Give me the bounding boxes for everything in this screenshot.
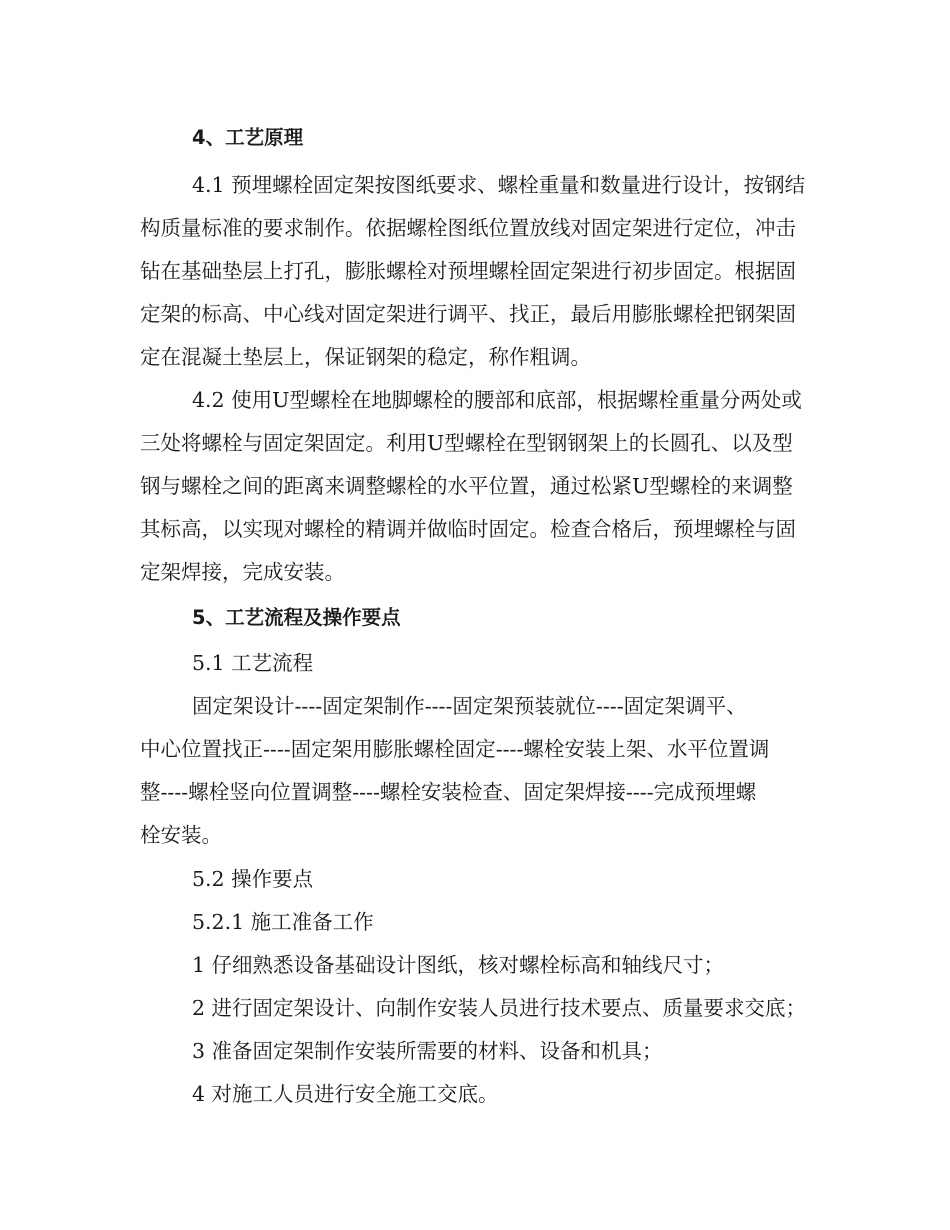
subsection-5-2-title: 5.2 操作要点 (192, 867, 314, 891)
paragraph-4-2-line: 4.2 使用U型螺栓在地脚螺栓的腰部和底部，根据螺栓重量分两处或 (192, 388, 802, 412)
paragraph-4-2-line: 定架焊接，完成安装。 (140, 560, 345, 584)
list-item: 2 进行固定架设计、向制作安装人员进行技术要点、质量要求交底； (192, 996, 807, 1020)
paragraph-4-1-line: 钻在基础垫层上打孔，膨胀螺栓对预埋螺栓固定架进行初步固定。根据固 (140, 259, 796, 283)
paragraph-4-2-line: 三处将螺栓与固定架固定。利用U型螺栓在型钢钢架上的长圆孔、以及型 (140, 431, 793, 455)
section-5-heading: 5、工艺流程及操作要点 (192, 606, 401, 629)
list-item: 4 对施工人员进行安全施工交底。 (192, 1082, 499, 1106)
paragraph-4-2-line: 钢与螺栓之间的距离来调整螺栓的水平位置，通过松紧U型螺栓的来调整 (140, 474, 793, 498)
process-flow-line: 中心位置找正----固定架用膨胀螺栓固定----螺栓安装上架、水平位置调 (140, 737, 770, 761)
subsection-5-2-1-title: 5.2.1 施工准备工作 (192, 910, 374, 934)
list-item: 3 准备固定架制作安装所需要的材料、设备和机具； (192, 1039, 663, 1063)
section-4-heading: 4、工艺原理 (192, 126, 304, 149)
paragraph-4-1-line: 4.1 预埋螺栓固定架按图纸要求、螺栓重量和数量进行设计，按钢结 (192, 173, 806, 197)
process-flow-line: 整----螺栓竖向位置调整----螺栓安装检查、固定架焊接----完成预埋螺 (140, 780, 757, 804)
subsection-5-1-title: 5.1 工艺流程 (192, 651, 314, 675)
paragraph-4-2-line: 其标高，以实现对螺栓的精调并做临时固定。检查合格后，预埋螺栓与固 (140, 517, 796, 541)
paragraph-4-1-line: 定架的标高、中心线对固定架进行调平、找正，最后用膨胀螺栓把钢架固 (140, 302, 796, 326)
process-flow-line: 栓安装。 (140, 823, 222, 847)
paragraph-4-1-line: 构质量标准的要求制作。依据螺栓图纸位置放线对固定架进行定位，冲击 (140, 216, 796, 240)
process-flow-line: 固定架设计----固定架制作----固定架预装就位----固定架调平、 (192, 694, 747, 718)
paragraph-4-1-line: 定在混凝土垫层上，保证钢架的稳定，称作粗调。 (140, 345, 591, 369)
list-item: 1 仔细熟悉设备基础设计图纸，核对螺栓标高和轴线尺寸； (192, 953, 725, 977)
